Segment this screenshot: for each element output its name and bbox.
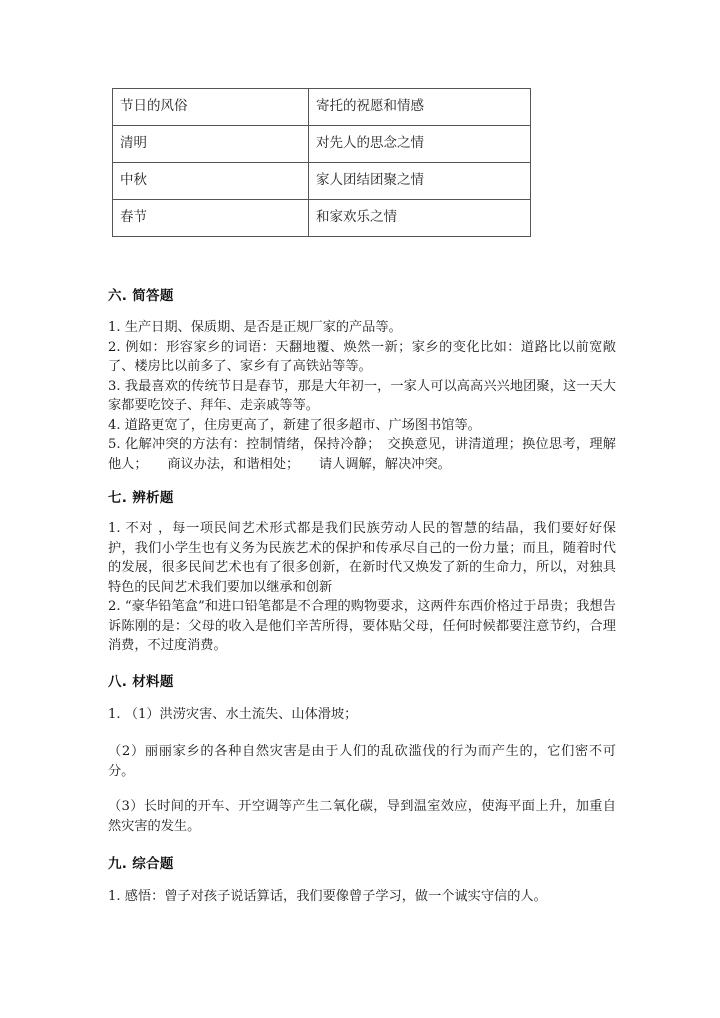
section-heading: 七. 辨析题: [108, 490, 174, 506]
table-cell: 中秋: [113, 163, 309, 200]
section-material-item-3: [108, 797, 616, 836]
table-row: [113, 126, 531, 163]
table-header-row: [113, 89, 531, 126]
answer-paragraph: 1. 生产日期、保质期、是否是正规厂家的产品等。: [108, 320, 402, 335]
section-comprehensive: [108, 852, 616, 872]
section-analysis: [108, 486, 616, 506]
answer-paragraph: （2）丽丽家乡的各种自然灾害是由于人们的乱砍滥伐的行为而产生的，它们密不可分。: [108, 744, 616, 779]
table-cell: 春节: [113, 200, 309, 237]
table-cell: 家人团结团聚之情: [309, 163, 531, 200]
table-header-cell: 节日的风俗: [113, 89, 309, 126]
answer-paragraph: 1. 感悟：曾子对孩子说话算话，我们要像曾子学习，做一个诚实守信的人。: [108, 889, 547, 904]
section-comprehensive-body: [108, 887, 616, 907]
table-row: [113, 163, 531, 200]
answer-paragraph: 5. 化解冲突的方法有：控制情绪，保持冷静； 交换意见，讲清道理；换位思考，理解他人； 商议办法，和谐相处； 请人调解，解决冲突。: [108, 437, 616, 472]
festival-customs-table: [112, 88, 531, 237]
section-heading: 九. 综合题: [108, 856, 174, 872]
answer-paragraph: 4. 道路更宽了，住房更高了，新建了很多超市、广场图书馆等。: [108, 417, 481, 433]
section-short-answer-body: [108, 318, 616, 474]
table-cell: 对先人的思念之情: [309, 126, 531, 163]
section-material: [108, 670, 616, 690]
answer-paragraph: 2. 例如：形容家乡的词语：天翻地覆、焕然一新；家乡的变化比如：道路比以前宽敞了、楼房比以前多了、家乡有了高铁站等等。: [108, 339, 616, 374]
answer-paragraph: 1. （1）洪涝灾害、水土流失、山体滑坡；: [108, 707, 358, 722]
section-analysis-body: [108, 519, 616, 656]
section-heading: 八. 材料题: [108, 674, 174, 690]
section-short-answer: [108, 284, 616, 304]
table-cell: 和家欢乐之情: [309, 200, 531, 237]
table-row: [113, 200, 531, 237]
table-header-cell: 寄托的祝愿和情感: [309, 89, 531, 126]
answer-paragraph: （3）长时间的开车、开空调等产生二氧化碳，导到温室效应，使海平面上升，加重自然灾害的发生。: [108, 799, 616, 834]
section-material-item-2: [108, 742, 616, 781]
answer-paragraph: 1. 不对 ，每一项民间艺术形式都是我们民族劳动人民的智慧的结晶，我们要好好保护，我们小学生也有义务为民族艺术的保护和传承尽自己的一份力量；而且，随着时代的发展，很多民间艺术也有了很多创新，在新时代又焕发了新的生命力，所以，对独具特色的民间艺术我们要加以继承和创新: [108, 521, 616, 595]
section-material-item-1: [108, 705, 616, 725]
table-cell: 清明: [113, 126, 309, 163]
section-heading: 六. 简答题: [108, 288, 174, 304]
answer-paragraph: 3. 我最喜欢的传统节日是春节，那是大年初一，一家人可以高高兴兴地团聚，这一天大家都要吃饺子、拜年、走亲戚等等。: [108, 378, 616, 413]
answer-paragraph: 2. “豪华铅笔盒”和进口铅笔都是不合理的购物要求，这两件东西价格过于昂贵；我想告诉陈刚的是：父母的收入是他们辛苦所得，要体贴父母，任何时候都要注意节约，合理消费，不过度消费。: [108, 599, 616, 653]
